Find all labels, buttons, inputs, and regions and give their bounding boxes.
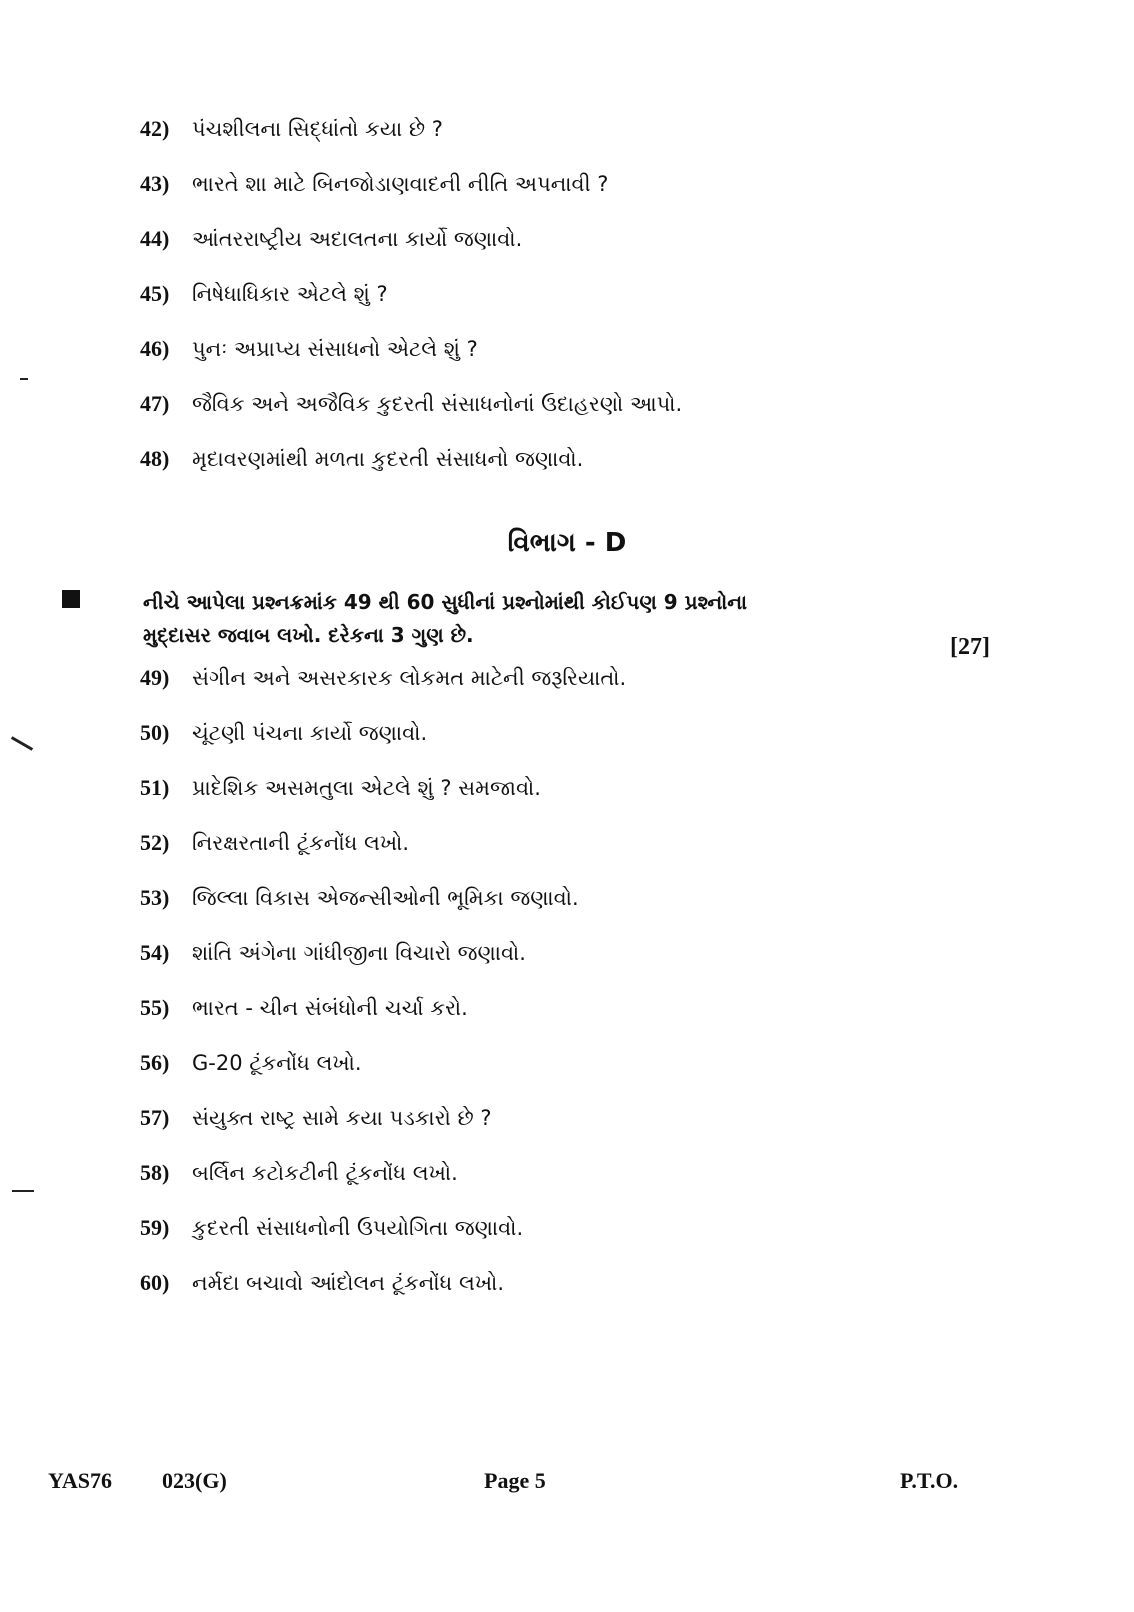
question-text: આંતરરાષ્ટ્રીય અદાલતના કાર્યો જણાવો. xyxy=(192,227,523,251)
footer-code: YAS76 xyxy=(48,1468,112,1493)
question-text: ભારતે શા માટે બિનજોડાણવાદની નીતિ અપનાવી ? xyxy=(192,172,609,196)
question-number: 45) xyxy=(140,281,170,306)
question-50 xyxy=(140,715,427,751)
question-number: 49) xyxy=(140,665,170,690)
question-number: 54) xyxy=(140,940,170,965)
question-number: 52) xyxy=(140,830,170,855)
question-number: 46) xyxy=(140,336,170,361)
question-text: પંચશીલના સિદ્ધાંતો કયા છે ? xyxy=(192,117,443,141)
question-number: 51) xyxy=(140,775,170,800)
question-number: 48) xyxy=(140,446,170,471)
question-text: G-20 ટૂંકનોંધ લખો. xyxy=(192,1051,362,1075)
question-number: 42) xyxy=(140,116,170,141)
question-number: 59) xyxy=(140,1215,170,1240)
question-number: 57) xyxy=(140,1105,170,1130)
question-43 xyxy=(140,166,608,202)
question-44 xyxy=(140,221,522,257)
question-number: 60) xyxy=(140,1270,170,1295)
question-text: સંયુક્ત રાષ્ટ્ર સામે કયા પડકારો છે ? xyxy=(192,1106,492,1130)
question-58 xyxy=(140,1155,458,1191)
section-marks: [27] xyxy=(950,634,990,660)
question-number: 43) xyxy=(140,171,170,196)
question-text: શાંતિ અંગેના ગાંધીજીના વિચારો જણાવો. xyxy=(192,941,526,965)
question-55 xyxy=(140,990,468,1026)
question-text: ભારત - ચીન સંબંધોની ચર્ચા કરો. xyxy=(192,996,468,1020)
question-57 xyxy=(140,1100,492,1136)
question-text: મૃદાવરણમાંથી મળતા કુદરતી સંસાધનો જણાવો. xyxy=(192,447,584,471)
question-59 xyxy=(140,1210,523,1246)
question-text: સંગીન અને અસરકારક લોકમત માટેની જરૂરિયાતો. xyxy=(192,666,627,690)
question-53 xyxy=(140,880,579,916)
question-number: 56) xyxy=(140,1050,170,1075)
question-54 xyxy=(140,935,526,971)
question-45 xyxy=(140,276,388,312)
question-60 xyxy=(140,1265,504,1301)
question-text: નિરક્ષરતાની ટૂંકનોંધ લખો. xyxy=(192,831,410,855)
footer-pto: P.T.O. xyxy=(900,1468,959,1493)
footer-page: Page 5 xyxy=(484,1468,546,1493)
footer-paper: 023(G) xyxy=(162,1468,227,1493)
question-text: ચૂંટણી પંચના કાર્યો જણાવો. xyxy=(192,721,428,745)
question-text: પુનઃ અપ્રાપ્ય સંસાધનો એટલે શું ? xyxy=(192,337,478,361)
question-42 xyxy=(140,111,443,147)
question-48 xyxy=(140,441,583,477)
question-number: 58) xyxy=(140,1160,170,1185)
question-number: 44) xyxy=(140,226,170,251)
question-text: પ્રાદેશિક અસમતુલા એટલે શું ? સમજાવો. xyxy=(192,776,541,800)
question-49 xyxy=(140,660,626,696)
scan-mark xyxy=(11,736,33,751)
section-instruction xyxy=(143,586,863,652)
question-text: નિષેધાધિકાર એટલે શું ? xyxy=(192,282,388,306)
question-text: નર્મદા બચાવો આંદોલન ટૂંકનોંધ લખો. xyxy=(192,1271,505,1295)
question-text: જિલ્લા વિકાસ એજન્સીઓની ભૂમિકા જણાવો. xyxy=(192,886,579,910)
question-text: બર્લિન કટોકટીની ટૂંકનોંધ લખો. xyxy=(192,1161,458,1185)
question-46 xyxy=(140,331,478,367)
instruction-line-2: મુદ્દાસર જવાબ લખો. દરેકના 3 ગુણ છે. xyxy=(143,623,474,647)
question-number: 47) xyxy=(140,391,170,416)
instruction-line-1: નીચે આપેલા પ્રશ્નક્રમાંક 49 થી 60 સુધીનાં પ્રશ્નોમાંથી કોઈપણ 9 પ્રશ્નોના xyxy=(143,590,748,614)
question-text: કુદરતી સંસાધનોની ઉપયોગિતા જણાવો. xyxy=(192,1216,524,1240)
instruction-bullet xyxy=(62,590,80,608)
scan-mark xyxy=(12,1190,34,1192)
question-number: 55) xyxy=(140,995,170,1020)
question-text: જૈવિક અને અજૈવિક કુદરતી સંસાધનોનાં ઉદાહરણો આપો. xyxy=(192,392,683,416)
question-56 xyxy=(140,1045,362,1081)
question-number: 53) xyxy=(140,885,170,910)
question-52 xyxy=(140,825,409,861)
scan-mark xyxy=(20,378,28,380)
question-51 xyxy=(140,770,541,806)
section-title: વિભાગ - D xyxy=(507,528,627,558)
question-47 xyxy=(140,386,682,422)
question-number: 50) xyxy=(140,720,170,745)
